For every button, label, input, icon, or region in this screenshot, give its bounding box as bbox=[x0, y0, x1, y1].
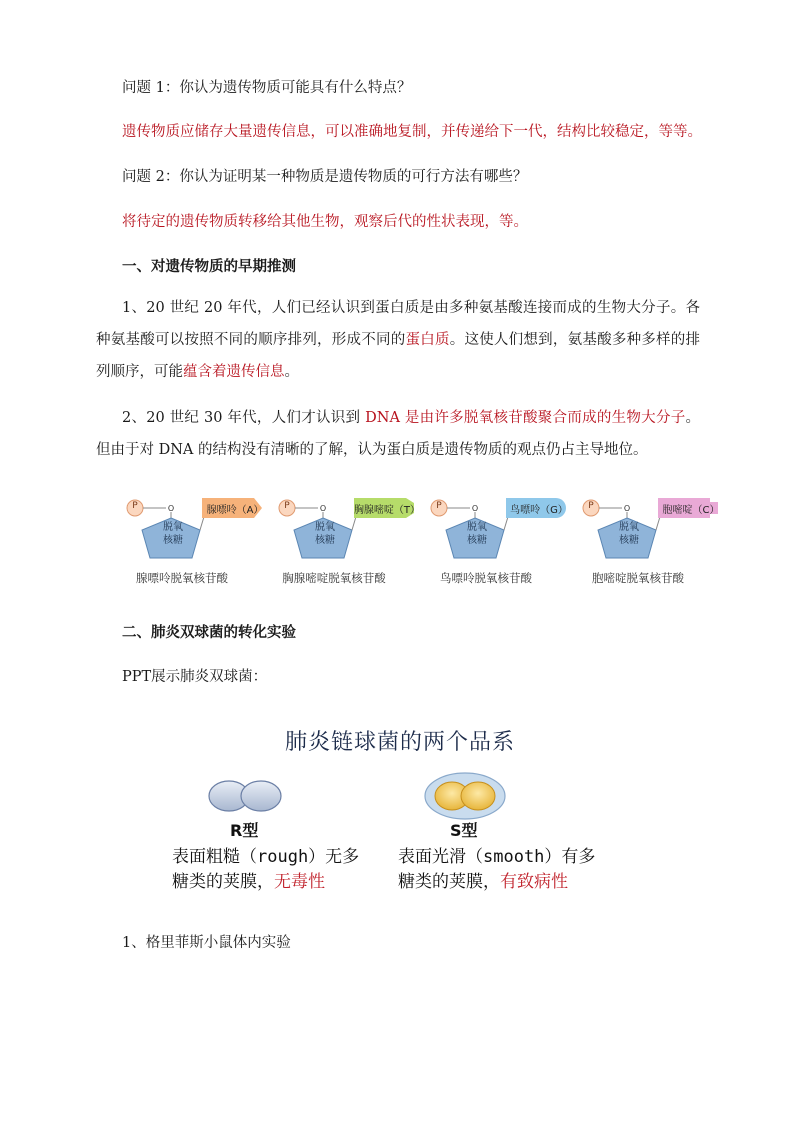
nucleotide-g-sugar-line-1: 脱氧 bbox=[467, 522, 487, 533]
nucleotide-g-base-label: 鸟嘌呤（G） bbox=[510, 505, 568, 516]
nucleotide-a-base-label: 腺嘌呤（A） bbox=[206, 505, 264, 516]
r-strain-desc-line-2 bbox=[172, 867, 325, 892]
paragraph-1-text-b: 。这使人们想到，氨基酸多种多样的排列顺序，可能 bbox=[96, 332, 701, 380]
r-strain-desc-line-1: 表面粗糙（rough）无多 bbox=[172, 847, 360, 867]
s-strain-desc-line-2 bbox=[398, 867, 568, 892]
r-strain-type: R型 bbox=[230, 821, 259, 840]
subsection-1: 1、格里菲斯小鼠体内实验 bbox=[122, 935, 291, 951]
paragraph-1-text-a: 1、20 世纪 20 年代，人们已经认识到蛋白质是由多种氨基酸连接而成的生物大分子。各种氨基酸可以按照不同的顺序排列，形成不同的 bbox=[96, 300, 700, 348]
nucleotide-g-sugar-line-2: 核糖 bbox=[467, 535, 487, 546]
paragraph-2-highlight: DNA 是由许多脱氧核苷酸聚合而成的生物大分子 bbox=[365, 410, 686, 426]
nucleotide-t-sugar-label bbox=[305, 521, 345, 547]
answer-2: 将待定的遗传物质转移给其他生物，观察后代的性状表现，等。 bbox=[122, 214, 528, 230]
nucleotide-c-phosphate-label: P bbox=[588, 501, 594, 511]
nucleotide-t-phosphate-label: P bbox=[284, 501, 290, 511]
r-strain-virulence: 无毒性 bbox=[274, 872, 325, 892]
s-strain-illustration bbox=[422, 770, 508, 822]
r-strain-desc-text: 糖类的荚膜， bbox=[172, 872, 274, 892]
paragraph-1 bbox=[96, 292, 700, 388]
nucleotide-t-sugar-line-2: 核糖 bbox=[315, 535, 335, 546]
paragraph-1-highlight-b: 蕴含着遗传信息 bbox=[183, 364, 285, 380]
nucleotide-t-oxygen-label: O bbox=[319, 504, 327, 513]
answer-1: 遗传物质应储存大量遗传信息，可以准确地复制，并传递给下一代，结构比较稳定，等等。 bbox=[122, 124, 702, 140]
nucleotide-c bbox=[578, 488, 726, 592]
nucleotide-g bbox=[426, 488, 574, 592]
nucleotide-t-base-label: 胸腺嘧啶（T） bbox=[353, 505, 421, 516]
s-strain-desc-text: 糖类的荚膜， bbox=[398, 872, 500, 892]
s-strain-type: S型 bbox=[450, 821, 478, 840]
nucleotide-t-name: 胸腺嘧啶脱氧核苷酸 bbox=[282, 571, 386, 585]
paragraph-2 bbox=[96, 402, 700, 466]
r-strain-illustration bbox=[205, 776, 285, 816]
nucleotide-c-sugar-line-2: 核糖 bbox=[619, 535, 639, 546]
nucleotide-c-sugar-line-1: 脱氧 bbox=[619, 522, 639, 533]
nucleotide-g-sugar-label bbox=[457, 521, 497, 547]
nucleotide-c-base-label: 胞嘧啶（C） bbox=[662, 505, 720, 516]
nucleotide-a-name: 腺嘌呤脱氧核苷酸 bbox=[136, 571, 228, 585]
nucleotide-c-sugar-label bbox=[609, 521, 649, 547]
nucleotide-c-oxygen-label: O bbox=[623, 504, 631, 513]
nucleotide-t-sugar-line-1: 脱氧 bbox=[315, 522, 335, 533]
question-2: 问题 2：你认为证明某一种物质是遗传物质的可行方法有哪些？ bbox=[122, 169, 528, 185]
nucleotide-c-name: 胞嘧啶脱氧核苷酸 bbox=[592, 571, 684, 585]
nucleotide-t bbox=[274, 488, 422, 592]
slide-title: 肺炎链球菌的两个品系 bbox=[284, 730, 515, 755]
nucleotide-a-sugar-line-2: 核糖 bbox=[163, 535, 183, 546]
nucleotide-a-sugar-line-1: 脱氧 bbox=[163, 522, 183, 533]
nucleotide-g-phosphate-label: P bbox=[436, 501, 442, 511]
question-1: 问题 1：你认为遗传物质可能具有什么特点？ bbox=[122, 80, 412, 96]
nucleotide-a-oxygen-label: O bbox=[167, 504, 175, 513]
nucleotide-figure bbox=[122, 488, 726, 592]
nucleotide-a-phosphate-label: P bbox=[132, 501, 138, 511]
ppt-intro: PPT展示肺炎双球菌： bbox=[122, 669, 268, 685]
s-strain-desc-line-1: 表面光滑（smooth）有多 bbox=[398, 847, 596, 867]
s-strain-virulence: 有致病性 bbox=[500, 872, 568, 892]
section-heading-2: 二、肺炎双球菌的转化实验 bbox=[122, 624, 296, 641]
paragraph-2-text-a: 2、20 世纪 30 年代，人们才认识到 bbox=[122, 410, 366, 426]
paragraph-1-highlight-a: 蛋白质 bbox=[405, 332, 450, 348]
paragraph-2-text-b: 。但由于对 DNA 的结构没有清晰的了解，认为蛋白质是遗传物质的观点仍占主导地位。 bbox=[96, 410, 700, 458]
nucleotide-g-name: 鸟嘌呤脱氧核苷酸 bbox=[440, 571, 532, 585]
paragraph-1-text-c: 。 bbox=[284, 364, 299, 380]
section-heading-1: 一、对遗传物质的早期推测 bbox=[122, 258, 296, 275]
nucleotide-a-sugar-label bbox=[153, 521, 193, 547]
nucleotide-a bbox=[122, 488, 270, 592]
nucleotide-g-oxygen-label: O bbox=[471, 504, 479, 513]
